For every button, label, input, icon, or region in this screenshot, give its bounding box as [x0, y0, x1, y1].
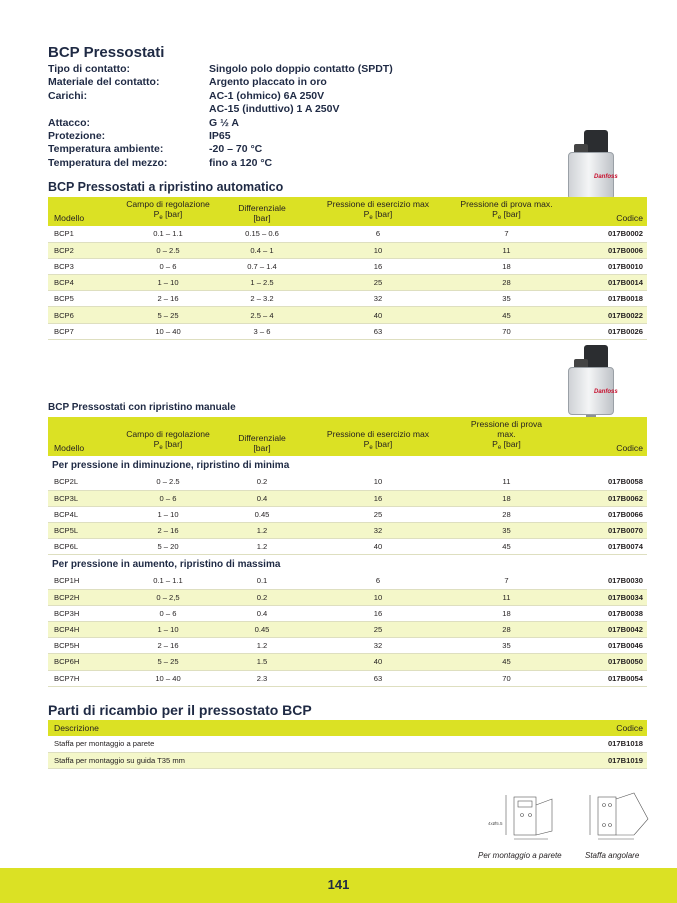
header-text: P — [363, 209, 370, 219]
table-row — [48, 490, 647, 506]
angle-bracket-drawing — [590, 793, 648, 839]
table-row — [48, 573, 647, 589]
cell-campo: 5 – 25 — [118, 654, 218, 670]
cell-modello: BCP7H — [48, 670, 118, 686]
cell-prova: 7 — [450, 573, 563, 589]
cell-differenziale: 2.3 — [218, 670, 306, 686]
group-title: Per pressione in aumento, ripristino di massima — [48, 555, 647, 573]
cell-esercizio: 25 — [306, 506, 450, 522]
cell-prova: 18 — [450, 258, 563, 274]
cell-esercizio: 63 — [306, 670, 450, 686]
subscript: e — [369, 215, 373, 221]
section-title-manual: BCP Pressostati con ripristino manuale — [48, 402, 236, 413]
table-row — [48, 752, 647, 768]
table-row — [48, 226, 647, 242]
cell-codice: 017B0018 — [563, 291, 647, 307]
cell-prova: 45 — [450, 654, 563, 670]
spec-row — [48, 157, 469, 170]
table-row — [48, 539, 647, 555]
cell-prova: 18 — [450, 605, 563, 621]
cell-campo: 2 – 16 — [118, 291, 218, 307]
cell-modello: BCP5H — [48, 638, 118, 654]
cell-differenziale: 1.5 — [218, 654, 306, 670]
cell-prova: 35 — [450, 523, 563, 539]
cell-codice: 017B0066 — [563, 506, 647, 522]
cell-modello: BCP6H — [48, 654, 118, 670]
part-code: 017B1018 — [510, 736, 647, 752]
cell-modello: BCP4L — [48, 506, 118, 522]
group-row — [48, 555, 647, 573]
cell-differenziale: 1.2 — [218, 638, 306, 654]
cell-modello: BCP2L — [48, 474, 118, 490]
manual-rows-min — [48, 474, 647, 555]
cell-campo: 1 – 10 — [118, 622, 218, 638]
subscript: e — [159, 445, 163, 451]
cell-campo: 0 – 6 — [118, 605, 218, 621]
table-row — [48, 589, 647, 605]
part-description: Staffa per montaggio su guida T35 mm — [48, 752, 510, 768]
cell-codice: 017B0046 — [563, 638, 647, 654]
cell-esercizio: 10 — [306, 474, 450, 490]
page-title: BCP Pressostati — [48, 44, 165, 61]
parts-table — [48, 720, 647, 769]
cell-differenziale: 0.45 — [218, 506, 306, 522]
header-text: Campo di regolazione — [126, 199, 210, 209]
spec-row — [48, 130, 469, 143]
spec-value: AC-15 (induttivo) 1 A 250V — [209, 103, 340, 116]
cell-esercizio: 32 — [306, 638, 450, 654]
cell-prova: 28 — [450, 506, 563, 522]
spec-key: Attacco: — [48, 116, 91, 129]
cell-differenziale: 0.2 — [218, 589, 306, 605]
col-codice: Codice — [510, 720, 647, 736]
cell-prova: 11 — [450, 242, 563, 258]
cell-modello: BCP4H — [48, 622, 118, 638]
cell-campo: 2 – 16 — [118, 638, 218, 654]
cell-differenziale: 1.2 — [218, 539, 306, 555]
cell-esercizio: 40 — [306, 307, 450, 323]
brand-logo: Danfoss — [594, 389, 618, 395]
cell-esercizio: 10 — [306, 589, 450, 605]
part-description: Staffa per montaggio a parete — [48, 736, 510, 752]
bracket-drawings — [478, 785, 658, 845]
cell-campo: 2 – 16 — [118, 523, 218, 539]
col-differenziale — [218, 417, 306, 456]
spec-value: -20 – 70 °C — [209, 143, 263, 156]
table-row — [48, 275, 647, 291]
cell-codice: 017B0022 — [563, 307, 647, 323]
parts-table-body — [48, 736, 647, 768]
spec-key: Carichi: — [48, 89, 88, 102]
col-esercizio — [306, 417, 450, 456]
table-row — [48, 622, 647, 638]
cell-modello: BCP6L — [48, 539, 118, 555]
cell-prova: 18 — [450, 490, 563, 506]
spec-value: G ½ A — [209, 116, 239, 129]
cell-prova: 35 — [450, 291, 563, 307]
cell-modello: BCP6 — [48, 307, 118, 323]
cell-differenziale: 3 – 6 — [218, 323, 306, 339]
cell-modello: BCP3L — [48, 490, 118, 506]
header-text: [bar] — [501, 439, 521, 449]
cell-codice: 017B0014 — [563, 275, 647, 291]
spec-key: Tipo di contatto: — [48, 63, 131, 75]
wall-bracket-drawing — [506, 795, 552, 839]
cell-prova: 45 — [450, 539, 563, 555]
cell-codice: 017B0070 — [563, 523, 647, 539]
table-header-row — [48, 720, 647, 736]
cell-campo: 10 – 40 — [118, 323, 218, 339]
cell-prova: 7 — [450, 226, 563, 242]
group-title: Per pressione in diminuzione, ripristino di minima — [48, 456, 647, 474]
cell-esercizio: 10 — [306, 242, 450, 258]
cell-esercizio: 40 — [306, 654, 450, 670]
cell-codice: 017B0062 — [563, 490, 647, 506]
group-row — [48, 456, 647, 474]
cell-modello: BCP2H — [48, 589, 118, 605]
header-text: [bar] — [253, 213, 271, 223]
manual-table — [48, 417, 647, 687]
spec-row — [48, 63, 469, 76]
cell-differenziale: 1 – 2.5 — [218, 275, 306, 291]
header-text: [bar] — [162, 209, 183, 219]
cell-prova: 11 — [450, 589, 563, 605]
cell-differenziale: 0.2 — [218, 474, 306, 490]
header-text: [bar] — [501, 209, 521, 219]
col-prova — [450, 197, 563, 226]
part-code: 017B1019 — [510, 752, 647, 768]
cell-modello: BCP2 — [48, 242, 118, 258]
caption-wall-mount: Per montaggio a parete — [478, 851, 562, 860]
cell-codice: 017B0030 — [563, 573, 647, 589]
cell-modello: BCP3 — [48, 258, 118, 274]
manual-table-body-max — [48, 555, 647, 573]
cell-codice: 017B0054 — [563, 670, 647, 686]
cell-esercizio: 16 — [306, 605, 450, 621]
manual-rows-max — [48, 573, 647, 686]
cell-campo: 0 – 2.5 — [118, 474, 218, 490]
cell-differenziale: 0.45 — [218, 622, 306, 638]
table-row — [48, 605, 647, 621]
caption-angle-bracket: Staffa angolare — [585, 851, 640, 860]
table-header-row — [48, 197, 647, 226]
table-row — [48, 736, 647, 752]
auto-table-body — [48, 226, 647, 339]
table-row — [48, 242, 647, 258]
cell-esercizio: 32 — [306, 523, 450, 539]
cell-differenziale: 0.4 – 1 — [218, 242, 306, 258]
header-text: P — [492, 439, 498, 449]
cell-campo: 5 – 25 — [118, 307, 218, 323]
spec-key — [48, 103, 209, 116]
cell-esercizio: 40 — [306, 539, 450, 555]
spec-row — [48, 103, 469, 116]
cell-differenziale: 1.2 — [218, 523, 306, 539]
col-campo — [118, 417, 218, 456]
cell-prova: 35 — [450, 638, 563, 654]
col-campo — [118, 197, 218, 226]
cell-modello: BCP5 — [48, 291, 118, 307]
cell-modello: BCP1H — [48, 573, 118, 589]
spec-key: Temperatura del mezzo: — [48, 156, 168, 169]
table-row — [48, 670, 647, 686]
cell-codice: 017B0038 — [563, 605, 647, 621]
cell-modello: BCP3H — [48, 605, 118, 621]
header-text: P — [363, 439, 370, 449]
spec-value: AC-1 (ohmico) 6A 250V — [209, 89, 325, 102]
header-text: [bar] — [372, 439, 393, 449]
cell-codice: 017B0050 — [563, 654, 647, 670]
section-title-parts: Parti di ricambio per il pressostato BCP — [48, 702, 312, 718]
cell-esercizio: 32 — [306, 291, 450, 307]
table-row — [48, 654, 647, 670]
cell-campo: 0.1 – 1.1 — [118, 226, 218, 242]
cell-codice: 017B0026 — [563, 323, 647, 339]
cell-campo: 0 – 2.5 — [118, 242, 218, 258]
cell-esercizio: 25 — [306, 275, 450, 291]
spec-value: Singolo polo doppio contatto (SPDT) — [209, 63, 393, 75]
table-row — [48, 506, 647, 522]
table-row — [48, 307, 647, 323]
cell-campo: 0 – 6 — [118, 490, 218, 506]
header-text: Pressione di esercizio max — [326, 429, 430, 439]
cell-differenziale: 0.4 — [218, 605, 306, 621]
cell-prova: 28 — [450, 622, 563, 638]
header-text: P — [153, 209, 160, 219]
cell-prova: 45 — [450, 307, 563, 323]
header-text: Pressione di prova — [470, 419, 543, 429]
cell-codice: 017B0074 — [563, 539, 647, 555]
cell-codice: 017B0058 — [563, 474, 647, 490]
cell-campo: 0.1 – 1.1 — [118, 573, 218, 589]
cell-modello: BCP1 — [48, 226, 118, 242]
cell-codice: 017B0042 — [563, 622, 647, 638]
cell-codice: 017B0002 — [563, 226, 647, 242]
table-row — [48, 291, 647, 307]
cell-esercizio: 63 — [306, 323, 450, 339]
spec-row — [48, 143, 469, 156]
header-text: max. — [497, 429, 516, 439]
spec-value: fino a 120 °C — [209, 156, 273, 169]
cell-campo: 10 – 40 — [118, 670, 218, 686]
drawing-label: 4xØ5.5 — [488, 821, 503, 826]
spec-key: Materiale del contatto: — [48, 76, 160, 89]
cell-prova: 70 — [450, 323, 563, 339]
cell-codice: 017B0034 — [563, 589, 647, 605]
col-differenziale — [218, 197, 306, 226]
cell-esercizio: 16 — [306, 490, 450, 506]
cell-campo: 1 – 10 — [118, 506, 218, 522]
spec-row — [48, 90, 469, 103]
cell-esercizio: 6 — [306, 226, 450, 242]
spec-key: Temperatura ambiente: — [48, 143, 164, 156]
col-descrizione: Descrizione — [48, 720, 510, 736]
cell-esercizio: 16 — [306, 258, 450, 274]
table-row — [48, 323, 647, 339]
cell-modello: BCP4 — [48, 275, 118, 291]
col-modello: Modello — [48, 197, 118, 226]
spec-value: IP65 — [209, 130, 231, 143]
header-text: [bar] — [253, 443, 271, 453]
header-text: P — [492, 209, 498, 219]
cell-campo: 0 – 2,5 — [118, 589, 218, 605]
pressure-switch-image — [560, 345, 622, 425]
spec-list — [48, 63, 469, 170]
cell-esercizio: 25 — [306, 622, 450, 638]
cell-esercizio: 6 — [306, 573, 450, 589]
spec-key: Protezione: — [48, 130, 106, 143]
col-esercizio — [306, 197, 450, 226]
cell-differenziale: 0.1 — [218, 573, 306, 589]
cell-codice: 017B0006 — [563, 242, 647, 258]
auto-table — [48, 197, 647, 340]
header-text: Differenziale — [238, 433, 286, 443]
table-header-row — [48, 417, 647, 456]
section-title-auto: BCP Pressostati a ripristino automatico — [48, 180, 284, 194]
header-text: P — [153, 439, 160, 449]
subscript: e — [497, 445, 502, 451]
cell-prova: 11 — [450, 474, 563, 490]
cell-modello: BCP7 — [48, 323, 118, 339]
cell-differenziale: 2 – 3.2 — [218, 291, 306, 307]
cell-campo: 1 – 10 — [118, 275, 218, 291]
col-prova — [450, 417, 563, 456]
header-text: Differenziale — [238, 203, 286, 213]
cell-campo: 5 – 20 — [118, 539, 218, 555]
manual-table-body-min — [48, 456, 647, 474]
table-row — [48, 474, 647, 490]
table-row — [48, 638, 647, 654]
cell-differenziale: 0.7 – 1.4 — [218, 258, 306, 274]
header-text: Campo di regolazione — [126, 429, 210, 439]
col-codice: Codice — [563, 197, 647, 226]
col-codice: Codice — [563, 417, 647, 456]
header-text: Pressione di prova max. — [460, 199, 553, 209]
subscript: e — [369, 445, 373, 451]
table-row — [48, 523, 647, 539]
header-text: Pressione di esercizio max — [326, 199, 430, 209]
cell-campo: 0 – 6 — [118, 258, 218, 274]
cell-prova: 28 — [450, 275, 563, 291]
cell-modello: BCP5L — [48, 523, 118, 539]
spec-value: Argento placcato in oro — [209, 76, 327, 89]
page-number: 141 — [327, 877, 350, 892]
header-text: [bar] — [372, 209, 393, 219]
subscript: e — [497, 215, 502, 221]
cell-differenziale: 0.4 — [218, 490, 306, 506]
cell-prova: 70 — [450, 670, 563, 686]
cell-differenziale: 2.5 – 4 — [218, 307, 306, 323]
spec-row — [48, 76, 469, 89]
header-text: [bar] — [162, 439, 183, 449]
col-modello: Modello — [48, 417, 118, 456]
table-row — [48, 258, 647, 274]
spec-row — [48, 117, 469, 130]
brand-logo: Danfoss — [594, 174, 618, 180]
cell-codice: 017B0010 — [563, 258, 647, 274]
cell-differenziale: 0.15 – 0.6 — [218, 226, 306, 242]
subscript: e — [159, 215, 163, 221]
